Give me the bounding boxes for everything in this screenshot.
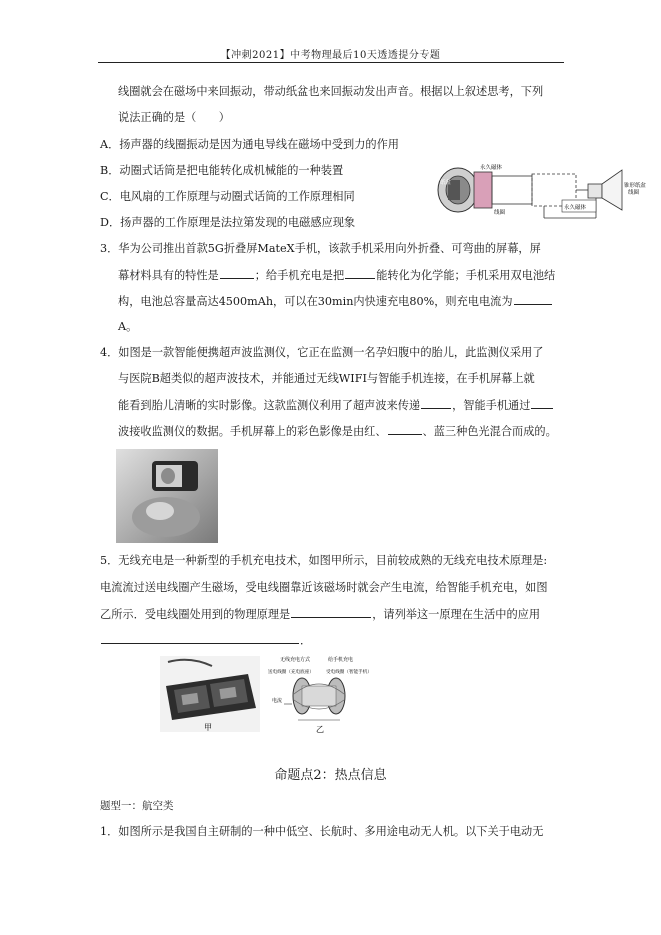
q2-option-d: D．扬声器的工作原理是法拉第发现的电磁感应现象	[100, 216, 356, 229]
label-wireless: 无线充电方式	[280, 657, 311, 663]
fig-yi-label: 乙	[316, 725, 324, 734]
q5-text-3a: 乙所示．受电线圈处用到的物理原理是	[100, 608, 291, 621]
label-magnet-left: 永久磁体	[480, 165, 503, 171]
q4-line-4	[118, 423, 557, 440]
q2-option-a: A．扬声器的线圈振动是因为通电导线在磁场中受到力的作用	[100, 138, 399, 151]
q3-text-2b: ；给手机充电是把	[254, 269, 345, 282]
q2-option-c: C．电风扇的工作原理与动圈式话筒的工作原理相同	[100, 190, 355, 203]
label-paper-cone: 纸盆	[440, 180, 452, 186]
q3-blank-material[interactable]	[220, 267, 254, 279]
section-type-1: 题型一：航空类	[100, 800, 174, 812]
section-title: 命题点2：热点信息	[274, 768, 387, 783]
q4-line-2: 与医院B超类似的超声波技术，并能通过无线WIFI与智能手机连接，在手机屏幕上就	[118, 372, 535, 385]
q4-line-1: 4．如图是一款智能便携超声波监测仪，它正在监测一名孕妇腹中的胎儿，此监测仪采用了	[100, 346, 544, 359]
label-coil-left: 线圈	[494, 210, 506, 216]
q3-line-4: A。	[118, 320, 138, 333]
q4-text-3a: 能看到胎儿清晰的实时影像。这款监测仪利用了超声波来传递	[118, 399, 421, 412]
speaker-diagram	[436, 160, 656, 232]
q3-blank-current[interactable]	[514, 293, 552, 305]
q5-text-3b: ，请列举这一原理在生活中的应用	[372, 608, 541, 621]
q5-blank-principle[interactable]	[291, 606, 371, 618]
label-magnet-right: 永久磁体	[564, 205, 587, 211]
label-receiver: 受电线圈（智能手机）	[326, 670, 372, 675]
ultrasound-photo	[116, 449, 218, 543]
charging-pad-photo	[160, 656, 260, 732]
q3-text-2a: 幕材料具有的特性是	[118, 269, 219, 282]
q4-text-4a: 波接收监测仪的数据。手机屏幕上的彩色影像是由红、	[118, 425, 387, 438]
q3-line-2	[118, 267, 555, 284]
q4-text-4b: 、蓝三种色光混合而成的。	[422, 425, 557, 438]
q3-text-3a: 构，电池总容量高达4500mAh，可以在30min内快速充电80%，则充电电流为	[118, 295, 513, 308]
q4-line-3	[118, 397, 554, 414]
q5-blank-application[interactable]	[101, 632, 299, 644]
label-sender: 送电线圈（充电底座）	[268, 670, 314, 675]
q5-text-4b: ．	[300, 634, 312, 647]
q4-blank-wave[interactable]	[531, 397, 553, 409]
q4-text-3b: ，智能手机通过	[452, 399, 531, 412]
q5-line-2: 电流流过送电线圈产生磁场，受电线圈靠近该磁场时就会产生电流，给智能手机充电，如图	[100, 581, 548, 594]
q2-option-b: B．动圈式话筒是把电能转化成机械能的一种装置	[100, 164, 344, 177]
page-header: 【冲刺2021】中考物理最后10天透透提分专题	[220, 50, 441, 61]
q2-intro: 线圈就会在磁场中来回振动，带动纸盆也来回振动发出声音。根据以上叙述思考，下列	[118, 85, 544, 98]
header-divider	[98, 62, 564, 63]
wireless-coil-diagram	[264, 654, 374, 734]
q3-blank-energy[interactable]	[345, 267, 375, 279]
label-current: 电流	[272, 698, 283, 704]
q5-line-4	[100, 632, 311, 649]
q5-line-1: 5．无线充电是一种新型的手机充电技术，如图甲所示，目前较成熟的无线充电技术原理是:	[100, 554, 548, 567]
label-charge: 给手机充电	[328, 657, 354, 663]
label-coil-right: 线圈	[628, 190, 640, 196]
q3-text-2c: 能转化为化学能；手机采用双电池结	[376, 269, 556, 282]
q3-line-3	[118, 293, 553, 310]
q4-blank-color[interactable]	[388, 423, 422, 435]
q4-blank-info[interactable]	[421, 397, 451, 409]
q2-intro-2: 说法正确的是（ ）	[118, 111, 230, 124]
q5-line-3	[100, 606, 540, 623]
fig-jia-label: 甲	[204, 723, 212, 732]
section-q1-line-1: 1．如图所示是我国自主研制的一种中低空、长航时、多用途电动无人机。以下关于电动无	[100, 825, 544, 838]
q3-line-1: 3．华为公司推出首款5G折叠屏MateX手机，该款手机采用向外折叠、可弯曲的屏幕，屏	[100, 242, 541, 255]
label-diaphragm: 锥形纸盆	[624, 183, 647, 189]
